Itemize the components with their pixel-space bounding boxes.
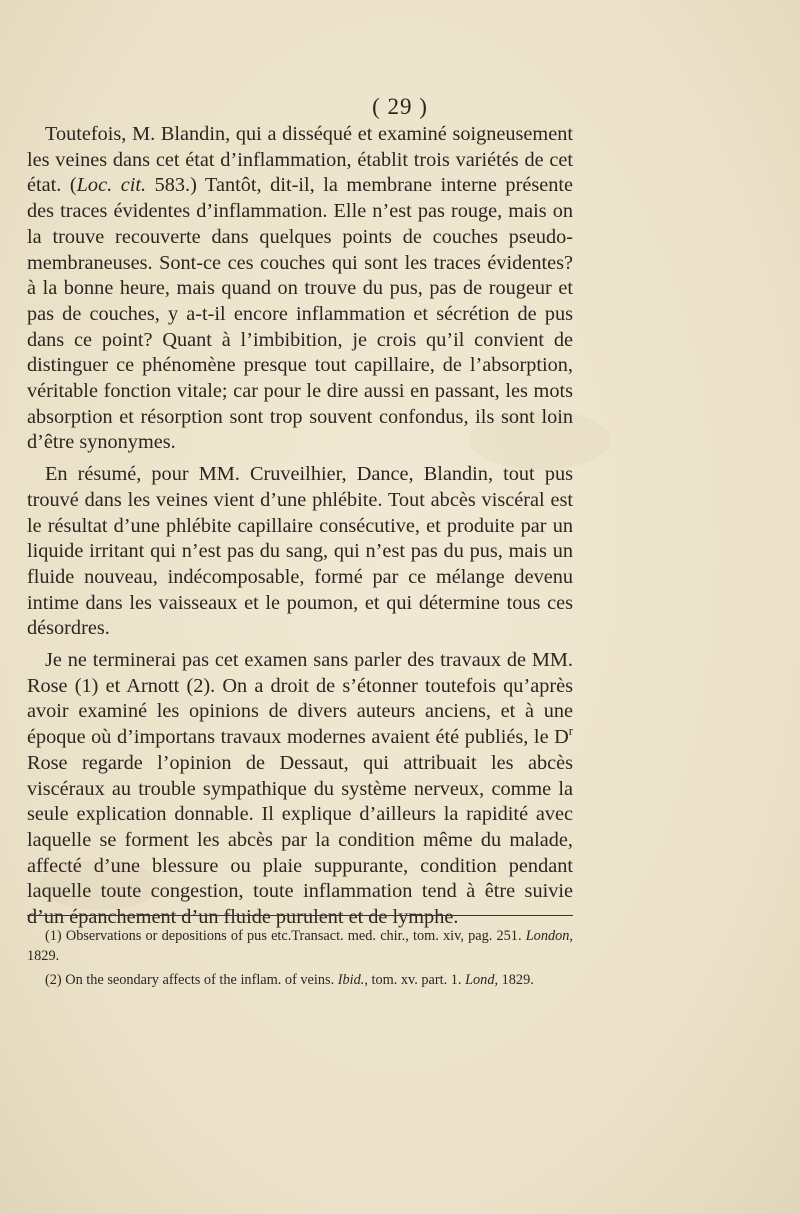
text-run: , 1829.: [494, 972, 534, 988]
superscript: r: [568, 724, 573, 739]
paragraph: [27, 462, 573, 642]
footnote: [27, 970, 573, 990]
footnotes: [27, 926, 573, 990]
text-run: , tom. xv. part. 1.: [364, 972, 466, 988]
paragraph: [27, 122, 573, 456]
text-run: (2) On the seondary affects of the inflam. of veins.: [45, 972, 338, 988]
footnote-rule: [27, 915, 573, 916]
text-run: Je ne terminerai pas cet examen sans parler des travaux de MM. Rose (1) et Arnott (2). On a droit de s’étonner toutefois qu’après avoir examiné les opinions de divers auteurs anciens, et à une époque où d’importans travaux modernes avaient été publiés, le D: [27, 649, 573, 749]
page-number: ( 29 ): [372, 94, 428, 119]
text-run: En résumé, pour MM. Cruveilhier, Dance, Blandin, tout pus trouvé dans les veines vient d’une phlébite. Tout abcès viscéral est le résultat d’une phlébite capillaire consécutive, et produite par un liquide irritant qui n’est pas du sang, qui n’est pas du pus, mais un fluide nouveau, indécomposable, formé par ce mélange devenu intime dans les vaisseaux et le poumon, et qui détermine tous ces désordres.: [27, 463, 573, 640]
text-run: , 1829.: [27, 928, 573, 964]
italic-text: Ibid.: [337, 972, 365, 988]
italic-text: Loc. cit.: [76, 174, 147, 197]
text-run: 583.) Tantôt, dit-il, la membrane interne présente des traces évidentes d’inflammation. Elle n’est pas rouge, mais on la trouve recouverte dans quelques points de couches pseudo-membraneuses. Sont-ce ces couches qui sont les traces évidentes? à la bonne heure, mais quand on trouve du pus, pas de rougeur et pas de couches, y a-t-il encore inflammation et sécrétion de pus dans ce point? Quant à l’imbibition, je crois qu’il convient de distinguer ce phénomène presque tout capillaire, de l’absorption, véritable fonction vitale; car pour le dire aussi en passant, les mots absorption et résorption sont trop souvent confondus, ils sont loin d’être synonymes.: [27, 174, 573, 454]
text-run: Toutefois, M. Blandin, qui a disséqué et examiné soigneusement les veines dans cet état d’inflammation, établit trois variétés de cet état. (: [27, 123, 573, 197]
text-run: (1) Observations or depositions of pus etc.Transact. med. chir., tom. xiv, pag. 251.: [45, 928, 526, 944]
italic-text: London: [525, 928, 570, 944]
italic-text: Lond: [465, 972, 495, 988]
body-text: [27, 122, 573, 931]
text-run: Rose regarde l’opinion de Dessaut, qui attribuait les abcès viscéraux au trouble sympathique du système nerveux, comme la seule explication donnable. Il explique d’ailleurs la rapidité avec laquelle se forment les abcès par la condition même du malade, affecté d’une blessure ou plaie suppurante, condition pendant laquelle toute congestion, toute inflammation tend à être suivie d’un épanchement d’un fluide purulent et de lymphe.: [27, 751, 573, 929]
paragraph: [27, 648, 573, 931]
footnote: [27, 926, 573, 966]
